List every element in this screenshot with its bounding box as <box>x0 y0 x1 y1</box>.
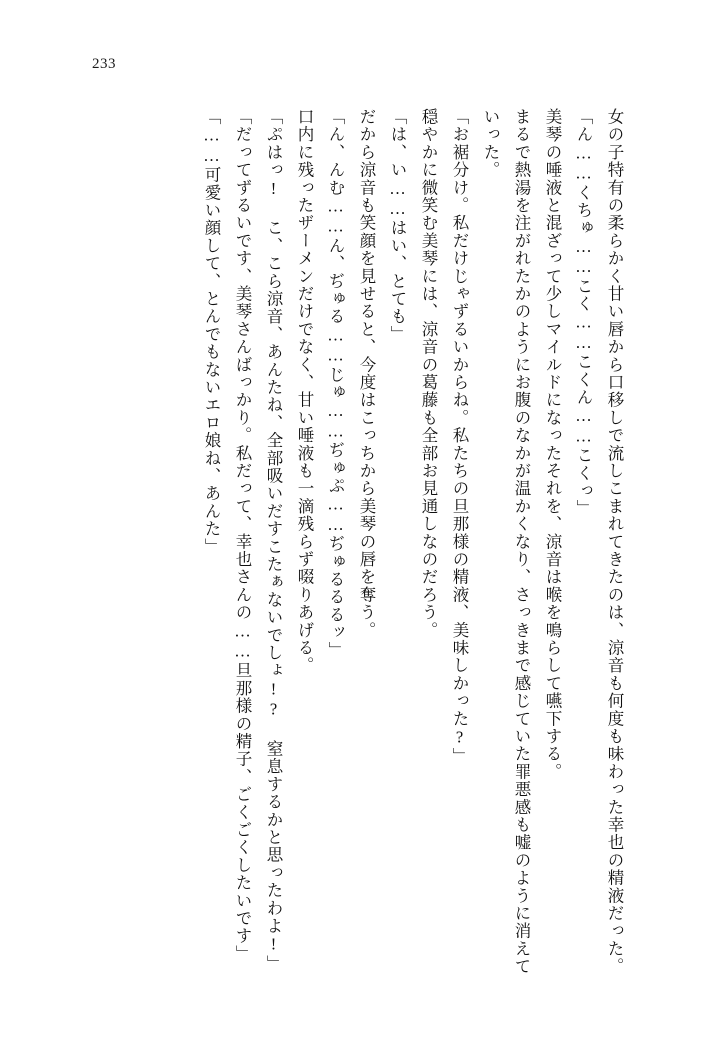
paragraph-with-ruby: まるで熱湯を注がれたかのようにお腹のなかが温かくなり、さっきまで感じていた罪悪感も嘘のように消えていった。 <box>481 108 531 976</box>
paragraph: 美琴の唾液と混ざって少しマイルドになったそれを、涼音は喉を鳴らして嚥下する。 <box>543 108 562 781</box>
paragraph: 穏やかに微笑む美琴には、涼音の葛藤も全部お見通しなのだろう。 <box>419 108 438 639</box>
paragraph: 「……可愛い顔して、とんでもないエロ娘ね、あんた」 <box>202 108 221 556</box>
page-number: 233 <box>92 56 116 72</box>
paragraph: 「ぷはっ! こ、こら涼音、あんたね、全部吸いだすこたぁないでしょ!? 窒息するかと思ったわよ!」 <box>264 108 283 973</box>
paragraph: 口内に残ったザーメンだけでなく、甘い唾液も一滴残らず啜りあげる。 <box>295 108 314 675</box>
paragraph: 「お裾分け。私だけじゃずるいからね。私たちの旦那様の精液、美味しかった?」 <box>450 108 469 766</box>
paragraph: 女の子特有の柔らかく甘い唇から口移しで流しこまれてきたのは、涼音も何度も味わった幸也の精液だった。 <box>605 108 624 976</box>
paragraph: 「ん、んむ……ん、ぢゅる……じゅ……ぢゅぷ……ぢゅるるるッ」 <box>326 108 345 659</box>
paragraph: 「は、い……はい、とても」 <box>388 108 407 344</box>
paragraph: だから涼音も笑顔を見せると、今度はこっちから美琴の唇を奪う。 <box>357 108 376 639</box>
paragraph: 「ん……くちゅ……こく……こくん……こくっ」 <box>574 108 593 518</box>
paragraph: 「だってずるいです、美琴さんばっかり。私だって、幸也さんの……旦那様の精子、ごくごくしたいです」 <box>233 108 252 963</box>
page-body-text <box>60 108 630 988</box>
